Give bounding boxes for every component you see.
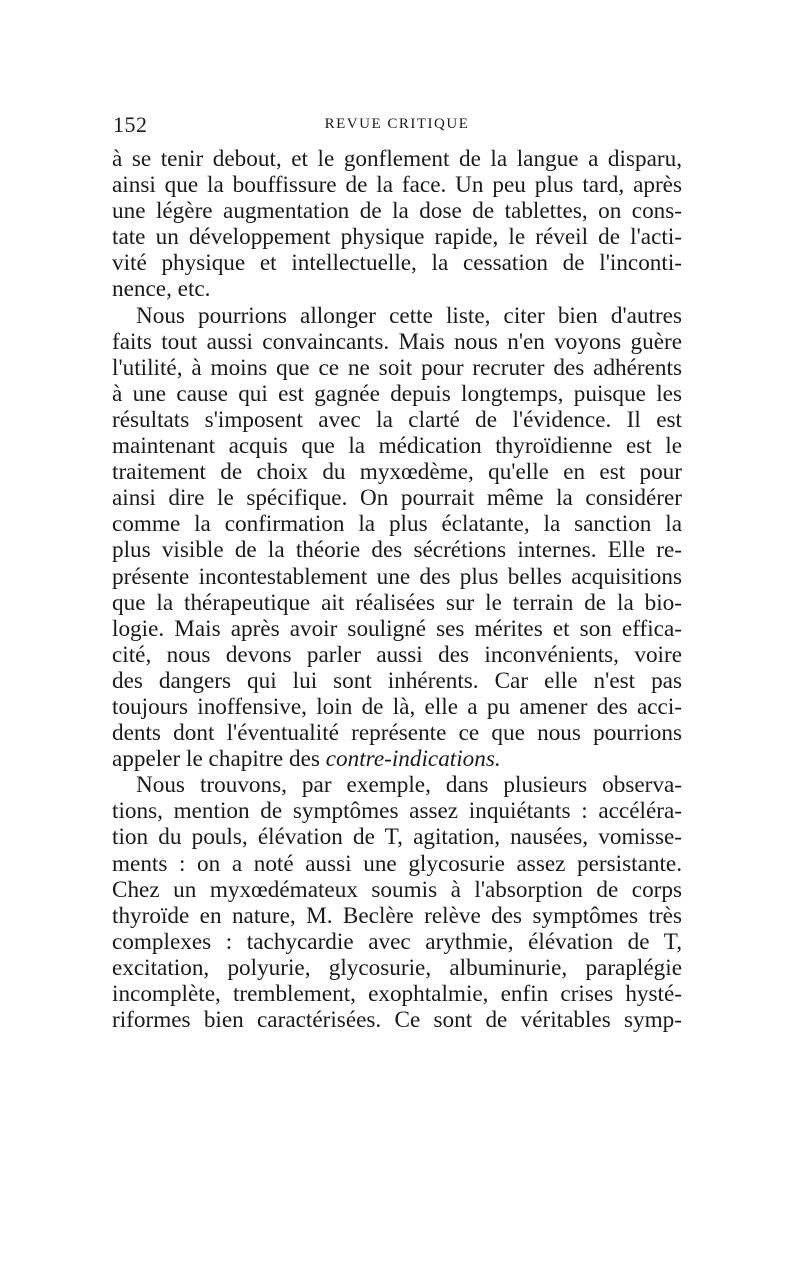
text-line-content: logie. Mais après avoir souligné ses mérites et son effica- — [112, 615, 682, 642]
text-line-content: ainsi que la bouffissure de la face. Un peu plus tard, après — [112, 172, 682, 199]
page-header — [112, 112, 682, 146]
text-line-content: présente incontestablement une des plus belles acquisitions — [112, 563, 682, 590]
text-line — [112, 590, 682, 616]
text-line — [112, 198, 682, 224]
text-line — [112, 537, 682, 563]
text-line-content: Chez un myxœdémateux soumis à l'absorption de corps — [112, 876, 682, 903]
text-line-content: incomplète, tremblement, exophtalmie, enfin crises hysté- — [112, 981, 682, 1007]
text-line — [112, 303, 682, 329]
text-line-content: cité, nous devons parler aussi des inconvénients, voire — [112, 641, 682, 668]
text-line-content: excitation, polyurie, glycosurie, albuminurie, paraplégie — [112, 954, 682, 981]
text-line-content: vité physique et intellectuelle, la cessation de l'inconti- — [112, 250, 682, 277]
text-line — [112, 903, 682, 929]
text-line-content: comme la confirmation la plus éclatante, la sanction la — [112, 511, 682, 538]
text-line — [112, 485, 682, 511]
text-line — [112, 355, 682, 381]
text-line-content: plus visible de la théorie des sécrétions internes. Elle re- — [112, 537, 682, 564]
text-line-content: toujours inoffensive, loin de là, elle a pu amener des acci- — [112, 693, 682, 720]
text-line — [112, 694, 682, 720]
text-line — [112, 616, 682, 642]
text-line — [112, 250, 682, 276]
body-text — [112, 146, 682, 1033]
text-line-content: maintenant acquis que la médication thyroïdienne est le — [112, 433, 682, 460]
text-line-content: des dangers qui lui sont inhérents. Car elle n'est pas — [112, 667, 682, 694]
text-line-content: à une cause qui est gagnée depuis longtemps, puisque les — [112, 380, 682, 407]
text-line — [112, 798, 682, 824]
page-number: 152 — [113, 112, 148, 137]
text-line-content: thyroïde en nature, M. Beclère relève des symptômes très — [112, 902, 682, 929]
text-line-content: tions, mention de symptômes assez inquiétants : accéléra- — [112, 798, 682, 825]
text-line-content: Nous trouvons, par exemple, dans plusieurs observa- — [136, 772, 682, 799]
text-line-content: tate un développement physique rapide, le réveil de l'acti- — [112, 224, 682, 251]
text-line-content: complexes : tachycardie avec arythmie, élévation de T, — [112, 928, 682, 955]
text-line — [112, 329, 682, 355]
text-line — [112, 720, 682, 746]
italic-text: contre-indications. — [325, 746, 501, 773]
text-line — [112, 877, 682, 903]
text-line-content: tion du pouls, élévation de T, agitation, nausées, vomisse- — [112, 824, 682, 851]
text-line — [112, 433, 682, 459]
text-line-content: appeler le chapitre des — [112, 746, 326, 773]
text-line — [112, 642, 682, 668]
text-line-content: ments : on a noté aussi une glycosurie assez persistante. — [112, 850, 682, 877]
text-line — [112, 824, 682, 850]
text-line-content: ainsi dire le spécifique. On pourrait même la considérer — [112, 485, 682, 512]
text-line — [112, 772, 682, 798]
text-line-content: résultats s'imposent avec la clarté de l'évidence. Il est — [112, 406, 682, 433]
text-line — [112, 381, 682, 407]
running-title: REVUE CRITIQUE — [324, 116, 470, 132]
text-line — [112, 224, 682, 250]
text-line — [112, 459, 682, 485]
text-line — [112, 172, 682, 198]
text-line — [112, 276, 682, 302]
text-line — [112, 851, 682, 877]
text-line-content: Nous pourrions allonger cette liste, citer bien d'autres — [136, 302, 682, 329]
text-line — [112, 146, 682, 172]
text-line-content: nence, etc. — [112, 276, 211, 303]
text-line-content: faits tout aussi convaincants. Mais nous n'en voyons guère — [112, 328, 682, 355]
text-line — [112, 668, 682, 694]
text-line — [112, 981, 682, 1007]
text-line — [112, 511, 682, 537]
text-line — [112, 564, 682, 590]
text-line — [112, 746, 682, 772]
text-line — [112, 929, 682, 955]
book-page — [112, 112, 682, 1033]
text-line — [112, 955, 682, 981]
text-line-content: une légère augmentation de la dose de tablettes, on cons- — [112, 198, 682, 225]
text-line-content: que la thérapeutique ait réalisées sur le terrain de la bio- — [112, 589, 682, 616]
text-line-content: à se tenir debout, et le gonflement de la langue a disparu, — [112, 146, 682, 172]
text-line-content: l'utilité, à moins que ce ne soit pour recruter des adhérents — [112, 354, 682, 381]
text-line — [112, 1007, 682, 1033]
text-line — [112, 407, 682, 433]
text-line-content: riformes bien caractérisées. Ce sont de véritables symp- — [112, 1007, 682, 1034]
text-line-content: traitement de choix du myxœdème, qu'elle en est pour — [112, 459, 682, 486]
text-line-content: dents dont l'éventualité représente ce que nous pourrions — [112, 720, 682, 747]
